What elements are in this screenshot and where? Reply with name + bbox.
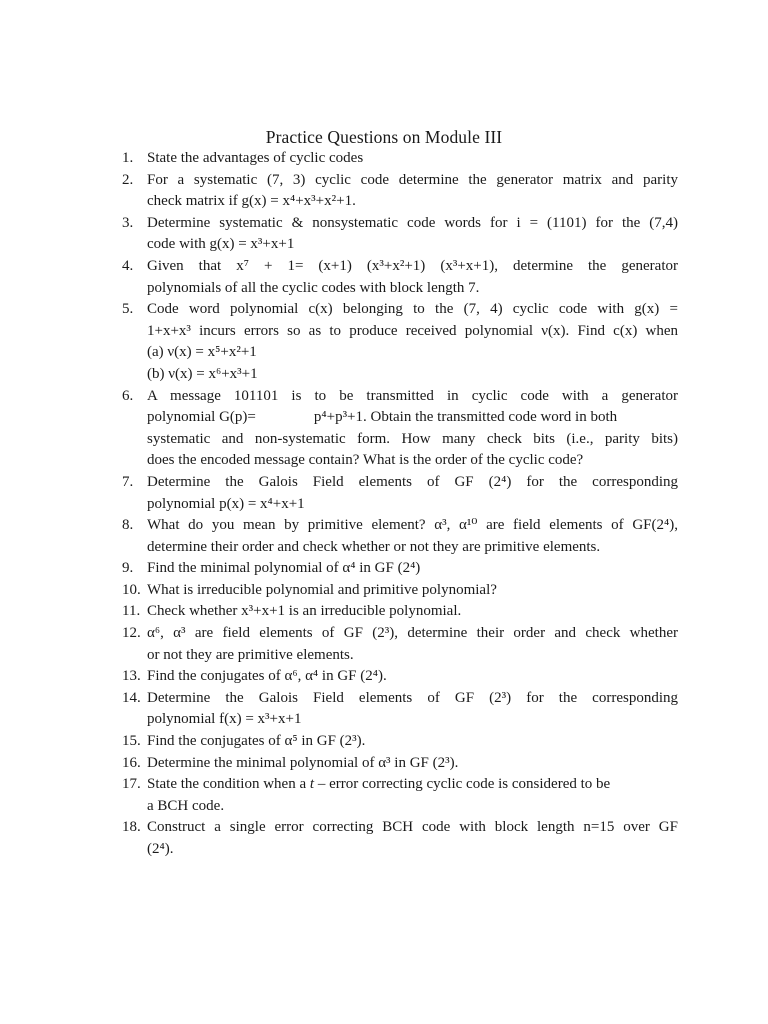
question-text: determine their order and check whether or not they are primitive elements.	[147, 538, 601, 555]
question-item	[122, 774, 678, 817]
question-text: For a systematic (7, 3) cyclic code determine the generator matrix and parity	[147, 171, 678, 188]
question-item	[122, 170, 678, 213]
question-number: 9.	[122, 560, 134, 577]
question-number: 7.	[122, 473, 134, 490]
question-text: Given that x⁷ + 1= (x+1) (x³+x²+1) (x³+x+1), determine the generator	[147, 257, 678, 274]
question-text-row	[147, 774, 678, 796]
question-subpart: (a) ν(x) = x⁵+x²+1	[147, 344, 257, 361]
question-text: 1+x+x³ incurs errors so as to produce received polynomial ν(x). Find c(x) when	[147, 322, 678, 339]
question-item	[122, 817, 678, 860]
question-list	[122, 148, 678, 861]
question-item	[122, 386, 678, 472]
question-item	[122, 213, 678, 256]
question-number: 3.	[122, 214, 134, 231]
question-text: α⁶, α³ are field elements of GF (2³), determine their order and check whether	[147, 625, 678, 642]
question-item	[122, 515, 678, 558]
question-text: Find the conjugates of α⁶, α⁴ in GF (2⁴).	[147, 668, 387, 685]
question-item	[122, 299, 678, 385]
question-text: Determine the Galois Field elements of GF (2⁴) for the corresponding	[147, 473, 678, 490]
question-number: 14.	[122, 689, 141, 706]
question-number: 11.	[122, 603, 141, 620]
question-text: does the encoded message contain? What is the order of the cyclic code?	[147, 452, 584, 469]
variable-t: t	[309, 776, 315, 793]
question-item	[122, 753, 678, 775]
question-number: 10.	[122, 581, 141, 598]
question-text: (2⁴).	[147, 841, 174, 857]
question-text: State the condition when a	[147, 776, 310, 793]
question-number: 13.	[122, 668, 141, 685]
question-number: 5.	[122, 301, 134, 318]
question-text: What do you mean by primitive element? α³, α¹⁰ are field elements of GF(2⁴),	[147, 517, 678, 534]
question-text: code with g(x) = x³+x+1	[147, 236, 295, 253]
question-text: polynomial p(x) = x⁴+x+1	[147, 495, 305, 512]
question-text: Check whether x³+x+1 is an irreducible polynomial.	[147, 603, 462, 620]
question-text: p⁴+p³+1. Obtain the transmitted code word in both	[313, 409, 618, 426]
question-number: 6.	[122, 387, 134, 404]
question-item	[122, 472, 678, 515]
question-text: polynomial G(p)=	[147, 409, 256, 426]
question-item	[122, 623, 678, 666]
question-item	[122, 688, 678, 731]
question-number: 15.	[122, 733, 141, 750]
question-text: Construct a single error correcting BCH code with block length n=15 over GF	[147, 819, 678, 836]
question-text: State the advantages of cyclic codes	[147, 150, 364, 166]
question-text: Determine systematic & nonsystematic code words for i = (1101) for the (7,4)	[147, 214, 678, 231]
question-number: 8.	[122, 517, 134, 534]
question-text: A message 101101 is to be transmitted in cyclic code with a generator	[147, 387, 678, 404]
question-number: 1.	[122, 150, 134, 166]
question-number: 2.	[122, 171, 134, 188]
question-text: Determine the Galois Field elements of GF (2³) for the corresponding	[147, 689, 678, 706]
question-item	[122, 731, 678, 753]
question-text: polynomials of all the cyclic codes with block length 7.	[147, 279, 480, 296]
question-text: systematic and non-systematic form. How many check bits (i.e., parity bits)	[147, 430, 678, 447]
question-text: What is irreducible polynomial and primitive polynomial?	[147, 581, 497, 598]
question-number: 16.	[122, 754, 141, 771]
question-item	[122, 580, 678, 602]
question-item	[122, 666, 678, 688]
question-text: Find the minimal polynomial of α⁴ in GF (2⁴)	[147, 560, 421, 577]
page-title: Practice Questions on Module III	[265, 127, 503, 147]
question-text: polynomial f(x) = x³+x+1	[147, 711, 302, 728]
question-number: 17.	[122, 776, 141, 793]
question-item	[122, 601, 678, 623]
question-text: or not they are primitive elements.	[147, 646, 354, 663]
question-text: Find the conjugates of α⁵ in GF (2³).	[147, 733, 366, 750]
question-subpart: (b) ν(x) = x⁶+x³+1	[147, 365, 258, 382]
question-text: – error correcting cyclic code is considered to be	[314, 776, 611, 793]
question-item	[122, 558, 678, 580]
question-text: check matrix if g(x) = x⁴+x³+x²+1.	[147, 193, 356, 210]
question-item	[122, 148, 678, 170]
question-text: Code word polynomial c(x) belonging to the (7, 4) cyclic code with g(x) =	[147, 301, 678, 318]
question-number: 18.	[122, 819, 141, 836]
question-item	[122, 256, 678, 299]
question-number: 4.	[122, 257, 134, 274]
question-text: Determine the minimal polynomial of α³ in GF (2³).	[147, 754, 459, 771]
question-text: a BCH code.	[147, 797, 225, 814]
question-number: 12.	[122, 625, 141, 642]
question-text-row	[147, 407, 678, 429]
